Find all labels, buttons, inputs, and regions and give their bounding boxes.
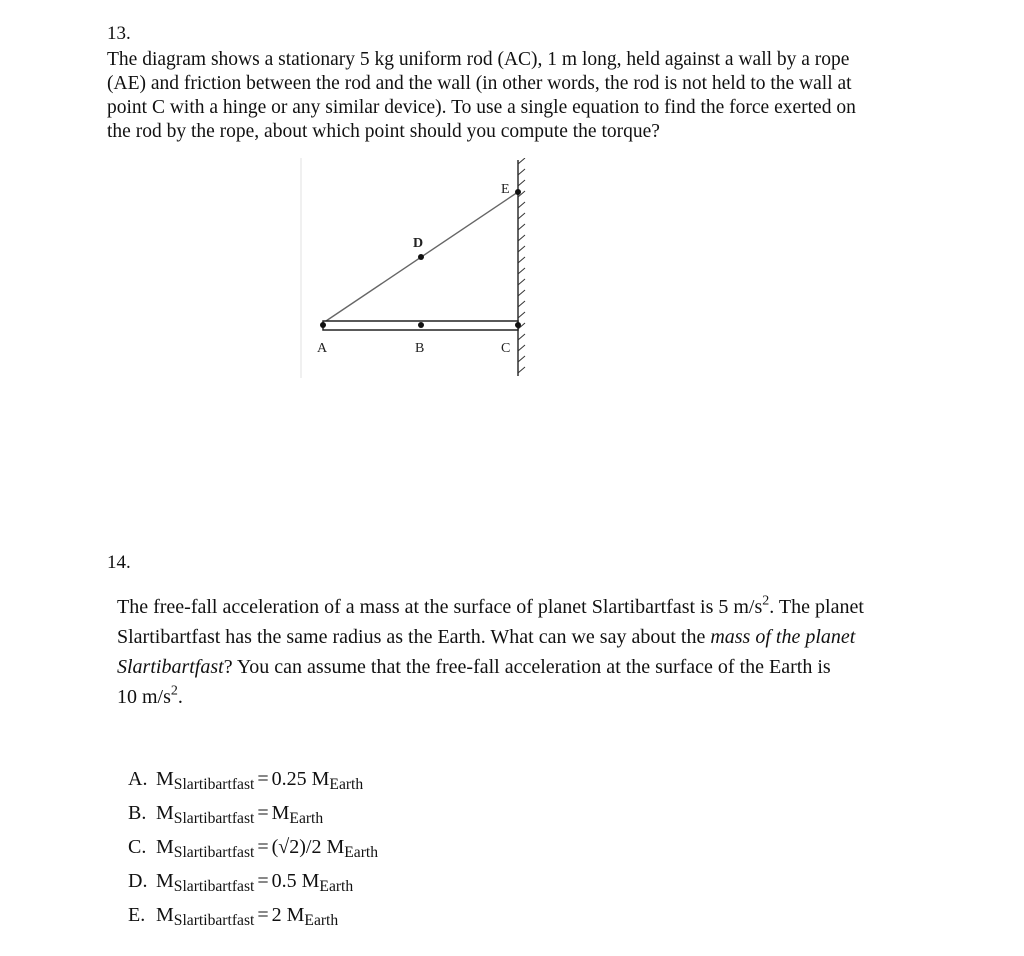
- option-letter: B.: [128, 802, 147, 824]
- emphasis: mass of the planet: [710, 626, 856, 648]
- subscript: Earth: [319, 877, 354, 895]
- equals-sign: =: [257, 870, 269, 892]
- text-run: ? You can assume that the free-fall acceleration at the surface of the Earth is: [223, 656, 831, 678]
- superscript: 2: [170, 683, 178, 699]
- option-e[interactable]: [128, 898, 378, 932]
- option-d[interactable]: [128, 864, 378, 898]
- option-letter: C.: [128, 836, 147, 858]
- point-a-dot: [320, 322, 326, 328]
- subscript: Slartibartfast: [173, 809, 255, 827]
- mass-symbol: M: [156, 870, 174, 892]
- mass-symbol: M: [156, 836, 174, 858]
- option-letter: D.: [128, 870, 148, 892]
- question-14-number: 14.: [107, 552, 131, 573]
- text-run: 10 m/s: [117, 686, 171, 708]
- rhs-value: (√2)/2 M: [271, 836, 345, 858]
- subscript: Earth: [344, 843, 379, 861]
- superscript: 2: [762, 593, 770, 609]
- question-14-line: [117, 652, 997, 682]
- subscript: Slartibartfast: [173, 911, 255, 929]
- equals-sign: =: [257, 836, 269, 858]
- option-c[interactable]: [128, 830, 378, 864]
- label-a: A: [317, 341, 328, 356]
- point-c-dot: [515, 322, 521, 328]
- subscript: Slartibartfast: [173, 843, 255, 861]
- subscript: Earth: [329, 775, 364, 793]
- equals-sign: =: [257, 802, 269, 824]
- rhs-value: M: [271, 802, 290, 824]
- label-b: B: [415, 341, 425, 356]
- question-14-text: [117, 592, 997, 712]
- question-13-line: point C with a hinge or any similar device). To use a single equation to find the force exerted on: [107, 97, 856, 118]
- subscript: Earth: [304, 911, 339, 929]
- question-14-line: [117, 682, 997, 712]
- label-c: C: [501, 341, 511, 356]
- emphasis: Slartibartfast: [117, 656, 224, 678]
- equals-sign: =: [257, 768, 269, 790]
- label-e: E: [501, 182, 510, 197]
- text-run: Slartibartfast has the same radius as the Earth. What can we say about the: [117, 626, 711, 648]
- label-d: D: [413, 236, 424, 251]
- mass-symbol: M: [156, 768, 174, 790]
- question-13-text: [107, 48, 967, 144]
- question-14-line: [117, 622, 997, 652]
- answer-options: [128, 762, 378, 932]
- question-14-line: [117, 592, 997, 622]
- option-b[interactable]: [128, 796, 378, 830]
- rhs-value: 0.5 M: [271, 870, 320, 892]
- subscript: Slartibartfast: [173, 775, 255, 793]
- subscript: Earth: [289, 809, 324, 827]
- question-13-line: The diagram shows a stationary 5 kg uniform rod (AC), 1 m long, held against a wall by a rope: [107, 49, 850, 70]
- point-b-dot: [418, 322, 424, 328]
- equals-sign: =: [257, 904, 269, 926]
- mass-symbol: M: [156, 904, 174, 926]
- text-run: .: [177, 686, 183, 708]
- text-run: The free-fall acceleration of a mass at the surface of planet Slartibartfast is 5 m/s: [117, 596, 763, 618]
- subscript: Slartibartfast: [173, 877, 255, 895]
- point-e-dot: [515, 189, 521, 195]
- mass-symbol: M: [156, 802, 174, 824]
- option-letter: A.: [128, 768, 148, 790]
- rhs-value: 2 M: [271, 904, 305, 926]
- point-d-dot: [418, 254, 424, 260]
- question-13-number: 13.: [107, 23, 131, 44]
- rhs-value: 0.25 M: [271, 768, 330, 790]
- rod-rope-wall-diagram: [296, 158, 546, 380]
- text-run: . The planet: [769, 596, 864, 618]
- option-letter: E.: [128, 904, 146, 926]
- option-a[interactable]: [128, 762, 378, 796]
- question-13-line: the rod by the rope, about which point should you compute the torque?: [107, 121, 660, 142]
- question-13-line: (AE) and friction between the rod and the wall (in other words, the rod is not held to the wall at: [107, 73, 852, 94]
